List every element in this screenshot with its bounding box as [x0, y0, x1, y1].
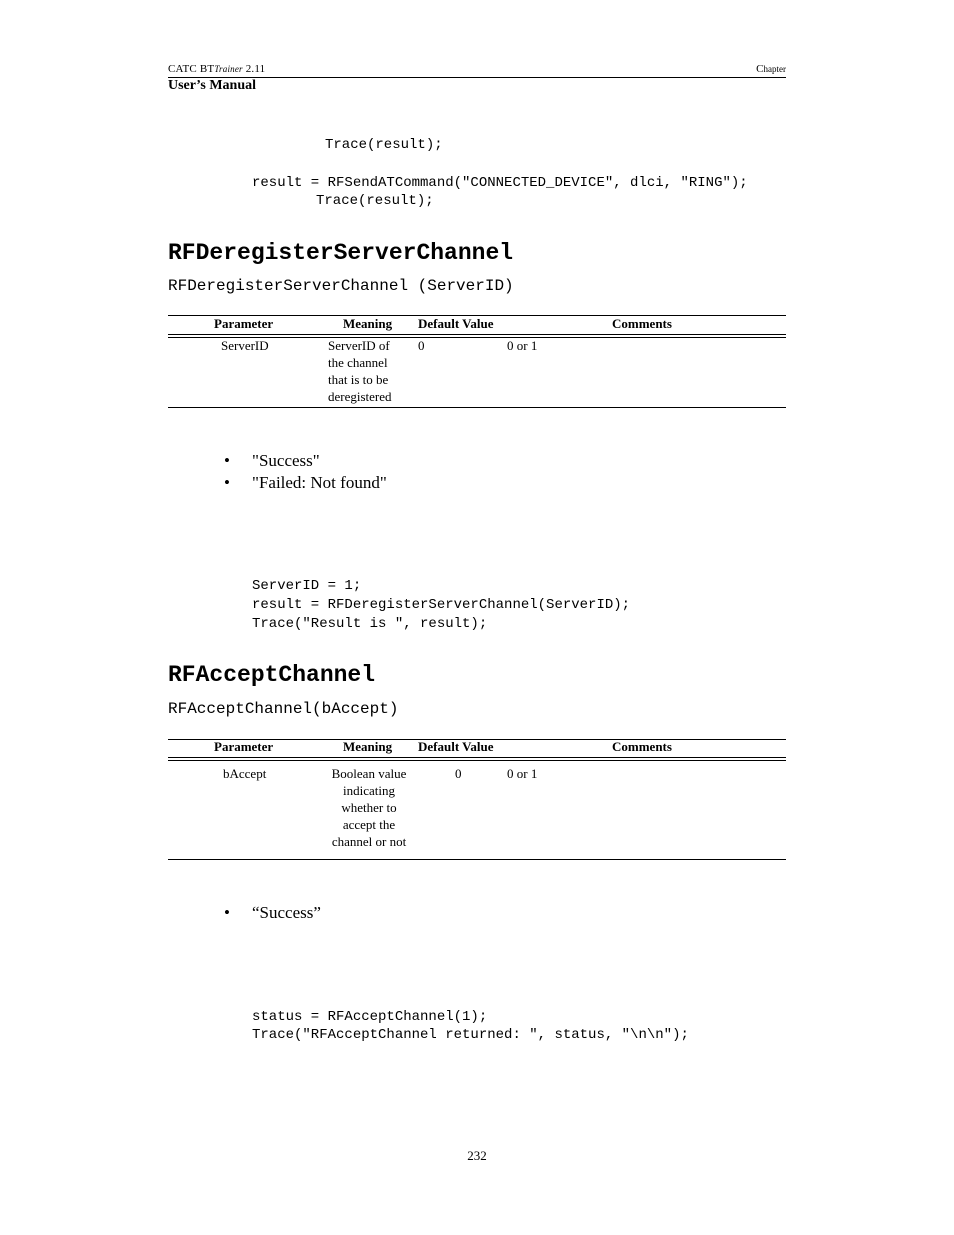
header-chapter-rest: hapter — [763, 64, 786, 74]
header-product — [168, 63, 265, 75]
header-rule — [168, 77, 786, 78]
code-line: status = RFAcceptChannel(1); — [252, 1009, 488, 1025]
header-product-prefix: CATC BT — [168, 63, 215, 75]
section-title: RFDeregisterServerChannel — [168, 240, 514, 266]
list-item — [224, 903, 321, 923]
meaning-line: the channel — [328, 355, 388, 370]
list-item — [224, 451, 320, 471]
code-line: result = RFDeregisterServerChannel(ServerID); — [252, 597, 631, 613]
table-header-parameter: Parameter — [214, 316, 274, 331]
header-product-italic: Trainer — [214, 64, 243, 74]
table-cell-parameter: ServerID — [221, 338, 269, 353]
return-value: “Success” — [252, 903, 321, 922]
code-line: Trace("RFAcceptChannel returned: ", status, "\n\n"); — [252, 1027, 689, 1043]
return-value: "Success" — [252, 451, 320, 470]
table-cell-meaning — [326, 765, 412, 850]
section-title: RFAcceptChannel — [168, 662, 376, 688]
table-header-rule — [168, 757, 786, 758]
header-version: 2.11 — [242, 63, 266, 75]
bullet: • — [224, 473, 230, 492]
table-cell-default: 0 — [418, 338, 425, 353]
header-manual: User’s Manual — [168, 78, 257, 93]
bullet: • — [224, 903, 230, 922]
return-value: "Failed: Not found" — [252, 473, 387, 492]
meaning-line: deregistered — [328, 389, 392, 404]
meaning-line: indicating — [343, 783, 395, 798]
header-chapter — [756, 63, 786, 75]
table-cell-default: 0 — [455, 766, 462, 781]
function-signature: RFAcceptChannel(bAccept) — [168, 700, 399, 718]
table-cell-comments: 0 or 1 — [507, 338, 538, 353]
meaning-line: Boolean value — [331, 766, 407, 781]
table-header-rule — [168, 760, 786, 761]
meaning-line: channel or not — [331, 834, 407, 849]
meaning-line: accept the — [342, 817, 396, 832]
table-header-meaning: Meaning — [343, 316, 393, 331]
table-header-rule — [168, 334, 786, 335]
function-signature: RFDeregisterServerChannel (ServerID) — [168, 277, 514, 295]
code-line: Trace(result); — [325, 137, 443, 153]
page-number: 232 — [467, 1148, 487, 1163]
code-line: ServerID = 1; — [252, 578, 362, 594]
table-cell-comments: 0 or 1 — [507, 766, 538, 781]
table-header-comments: Comments — [612, 316, 672, 331]
table-bottom-rule — [168, 407, 786, 408]
code-line: result = RFSendATCommand("CONNECTED_DEVICE", dlci, "RING"); — [252, 175, 748, 191]
table-header-parameter: Parameter — [214, 739, 274, 754]
table-header-comments: Comments — [612, 739, 672, 754]
header-chapter-first: C — [756, 63, 764, 75]
table-header-meaning: Meaning — [343, 739, 393, 754]
table-header-default: Default Value — [418, 739, 494, 754]
table-header-default: Default Value — [418, 316, 494, 331]
list-item — [224, 473, 387, 493]
code-line: Trace("Result is ", result); — [252, 616, 488, 632]
meaning-line: whether to — [341, 800, 397, 815]
meaning-line: that is to be — [328, 372, 389, 387]
bullet: • — [224, 451, 230, 470]
table-bottom-rule — [168, 859, 786, 860]
table-cell-meaning — [328, 337, 392, 405]
code-line: Trace(result); — [316, 193, 434, 209]
meaning-line: ServerID of — [328, 338, 390, 353]
table-cell-parameter: bAccept — [223, 766, 267, 781]
